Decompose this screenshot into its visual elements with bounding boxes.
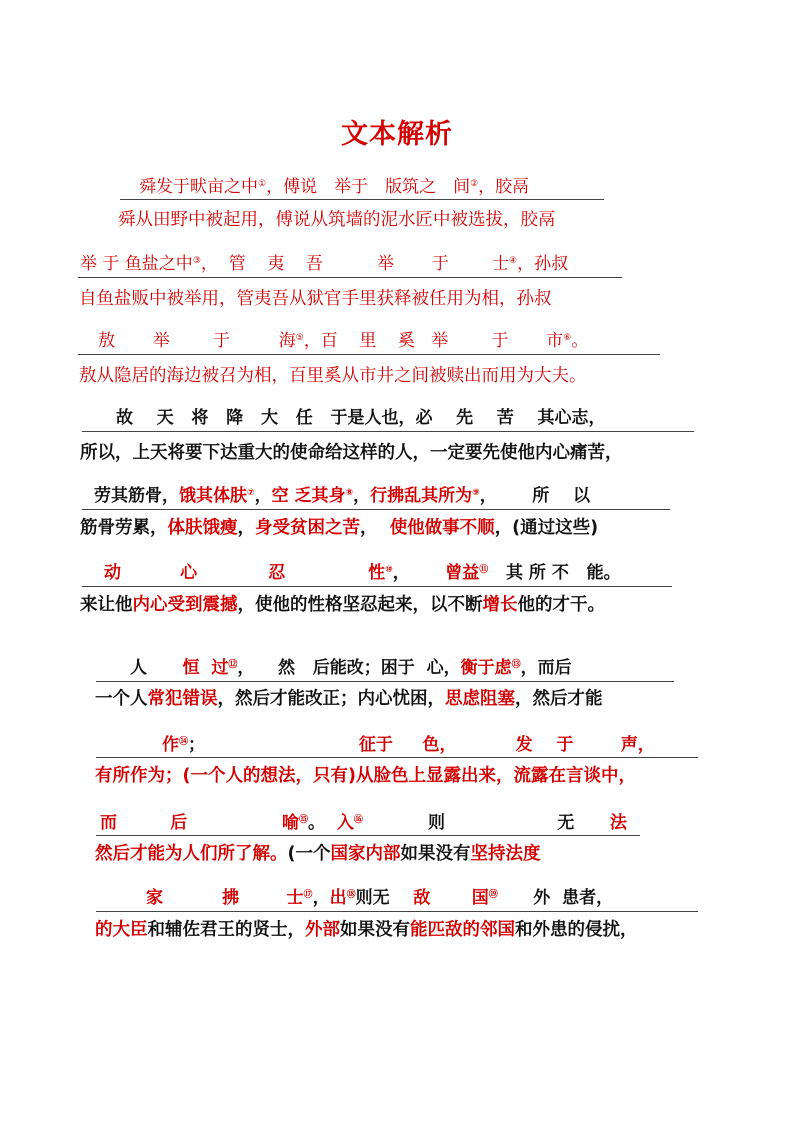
translation-line — [80, 441, 623, 465]
translation-line — [95, 918, 638, 942]
text-segment: 有所作为；(一个人的想法，只有)从脸色上显露出来，流露在言谈中， — [95, 766, 636, 786]
footnote-marker: ② — [470, 179, 479, 189]
text-segment: (一个 — [287, 844, 331, 864]
text-segment: 他的才干。 — [517, 595, 605, 615]
original-line — [104, 562, 621, 584]
text-segment: 故 天 将 降 大 任 于是人也，必 先 苦 其心志， — [116, 408, 606, 428]
text-segment: 而 后 喻 — [100, 813, 299, 833]
original-line — [94, 485, 590, 507]
original-line — [80, 253, 568, 275]
text-segment: ， — [360, 518, 390, 538]
translation-line — [79, 287, 552, 311]
footnote-marker: ⑲ — [488, 890, 498, 900]
text-segment: ，而后 — [520, 658, 572, 678]
translation-line — [118, 208, 556, 232]
text-segment: 自鱼盐贩中被举用，管夷吾从狱官手里获释被任用为相，孙叔 — [79, 289, 552, 309]
underline-rule — [96, 757, 698, 758]
text-segment: ，傅说 举于 版筑之 间 — [266, 177, 471, 197]
text-segment: 思虑阻塞 — [445, 689, 515, 709]
text-segment: 使他做事不顺 — [389, 518, 495, 538]
text-segment: 常犯错误 — [147, 689, 218, 709]
original-line — [146, 887, 613, 909]
translation-line — [79, 364, 587, 388]
text-segment: 然后才能为人们所了解。 — [95, 844, 288, 864]
text-segment: 国家 — [330, 844, 366, 864]
original-line — [98, 330, 588, 352]
text-segment: 和辅佐君王的贤士， — [147, 920, 305, 940]
text-segment: ，孙叔 — [517, 254, 569, 274]
translation-line — [95, 764, 636, 788]
underline-rule — [120, 199, 604, 200]
page-title: 文本解析 — [341, 119, 453, 150]
text-segment: ， — [237, 518, 255, 538]
text-segment: 举 于 鱼盐之中 — [80, 254, 193, 274]
text-segment: ，然后才能改正；内心忧困， — [217, 689, 445, 709]
text-segment: 入 — [336, 813, 354, 833]
translation-line — [95, 687, 603, 711]
footnote-marker: ⑩ — [385, 565, 393, 575]
text-segment: 。 — [571, 331, 589, 351]
text-segment: 能匹敌的邻国 — [410, 920, 515, 940]
original-line — [139, 176, 529, 198]
text-segment: 敌 国 — [413, 888, 489, 908]
text-segment: 内部 — [365, 844, 401, 864]
text-segment: 则 无 — [362, 813, 610, 833]
text-segment: ，(通过这些) — [494, 518, 599, 538]
text-segment: 。 — [307, 813, 337, 833]
footnote-marker: ⑧ — [345, 488, 354, 498]
text-segment: 舜发于畎亩之中 — [139, 177, 258, 197]
text-segment: 出 — [329, 888, 347, 908]
text-segment: 增长 — [482, 595, 518, 615]
original-line — [162, 734, 655, 756]
footnote-marker: ⑰ — [303, 890, 313, 900]
text-segment: 饿其体肤 — [179, 486, 247, 506]
text-segment: ，胶鬲 — [478, 177, 530, 197]
translation-line — [80, 593, 605, 617]
footnote-marker: ⑮ — [298, 815, 308, 825]
text-segment: 空 乏其身 — [271, 486, 346, 506]
underline-rule — [82, 431, 694, 432]
footnote-marker: ⑭ — [179, 737, 189, 747]
text-segment: 家 拂 士 — [146, 888, 304, 908]
text-segment: 则无 — [355, 888, 414, 908]
underline-rule — [96, 835, 640, 836]
text-segment: ，百 里 奚 举 于 市 — [303, 331, 564, 351]
text-segment: 作 — [162, 735, 179, 755]
text-segment: 其 所 不 能。 — [488, 563, 621, 583]
footnote-marker: ⑫ — [228, 660, 238, 670]
text-segment: 身受贫困之苦 — [255, 518, 360, 538]
text-segment: 和外患的侵扰， — [515, 920, 638, 940]
text-segment: ， 管 夷 吾 举 于 士 — [200, 254, 510, 274]
text-segment: ， — [353, 486, 371, 506]
footnote-marker: ⑪ — [479, 565, 489, 575]
text-segment: 法 — [609, 813, 627, 833]
footnote-marker: ⑱ — [346, 890, 356, 900]
footnote-marker: ④ — [509, 256, 518, 266]
text-segment: ； — [188, 735, 359, 755]
text-segment: ，然后才能 — [515, 689, 603, 709]
text-segment: 动 心 忍 性 — [104, 563, 386, 583]
text-segment: 的大臣 — [95, 920, 148, 940]
text-segment: 敖从隐居的海边被召为相，百里奚从市井之间被赎出而用为大夫。 — [79, 366, 587, 386]
text-segment: 行拂乱其所为 — [370, 486, 473, 506]
underline-rule — [82, 586, 672, 587]
text-segment: 内心受到震撼 — [132, 595, 238, 615]
text-segment: 来让他 — [80, 595, 133, 615]
footnote-marker: ① — [258, 179, 267, 189]
underline-rule — [82, 509, 670, 510]
original-line — [116, 407, 605, 429]
text-segment: 衡于虑 — [460, 658, 512, 678]
text-segment: 舜从田野中被起用，傅说从筑墙的泥水匠中被选拔，胶鬲 — [118, 210, 556, 230]
original-line — [100, 812, 627, 834]
text-segment: 恒 过 — [182, 658, 229, 678]
underline-rule — [96, 681, 674, 682]
text-segment: 如果没有 — [340, 920, 410, 940]
footnote-marker: ⑬ — [511, 660, 521, 670]
text-segment: 劳其筋骨， — [94, 486, 179, 506]
text-segment: ， 然 后能改；困于 心， — [237, 658, 461, 678]
footnote-marker: ⑨ — [472, 488, 480, 498]
text-segment: 外部 — [305, 920, 340, 940]
text-segment: 征于 色， 发 于 声， — [358, 735, 655, 755]
text-segment: ，使他的性格坚忍起来，以不断 — [237, 595, 483, 615]
text-segment: 坚持法度 — [470, 844, 541, 864]
underline-rule — [78, 354, 660, 355]
translation-line — [95, 842, 541, 866]
text-segment: ， — [312, 888, 330, 908]
footnote-marker: ③ — [192, 256, 201, 266]
translation-line — [80, 516, 598, 540]
text-segment: 敖 举 于 海 — [98, 331, 296, 351]
text-segment: ， — [254, 486, 272, 506]
original-line — [130, 657, 572, 679]
text-segment: 曾益 — [445, 563, 480, 583]
underline-rule — [78, 277, 622, 278]
footnote-marker: ⑤ — [295, 333, 304, 343]
text-segment: 一个人 — [95, 689, 148, 709]
text-segment: 外 患者， — [497, 888, 614, 908]
text-segment: 人 — [130, 658, 183, 678]
text-segment: 所以，上天将要下达重大的使命给这样的人，一定要先使他内心痛苦， — [80, 443, 623, 463]
text-segment: 体肤饿瘦 — [167, 518, 238, 538]
text-segment: 如果没有 — [400, 844, 471, 864]
footnote-marker: ⑥ — [563, 333, 572, 343]
underline-rule — [96, 911, 698, 912]
footnote-marker: ⑦ — [247, 488, 255, 498]
text-segment: ， — [392, 563, 446, 583]
footnote-marker: ⑯ — [353, 815, 363, 825]
text-segment: 筋骨劳累， — [80, 518, 168, 538]
text-segment: ， 所 以 — [479, 486, 590, 506]
